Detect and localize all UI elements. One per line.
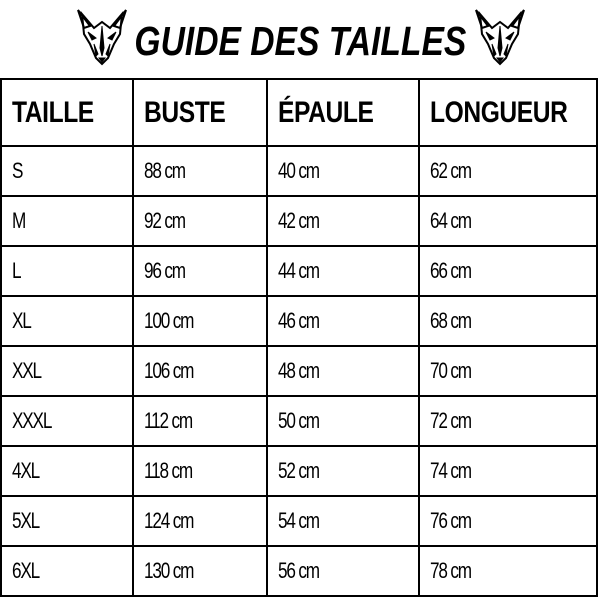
size-cell: 6XL	[1, 546, 133, 596]
size-cell: L	[1, 246, 133, 296]
length-cell: 76 cm	[419, 496, 597, 546]
bust-cell: 96 cm	[133, 246, 267, 296]
column-header-taille: TAILLE	[1, 79, 133, 146]
length-cell: 72 cm	[419, 396, 597, 446]
page-title: GUIDE DES TAILLES	[134, 17, 466, 64]
size-cell: M	[1, 196, 133, 246]
shoulder-cell: 50 cm	[267, 396, 419, 446]
length-cell: 64 cm	[419, 196, 597, 246]
size-cell: S	[1, 146, 133, 196]
length-cell: 70 cm	[419, 346, 597, 396]
shoulder-cell: 48 cm	[267, 346, 419, 396]
wolf-head-icon	[472, 8, 528, 66]
length-cell: 68 cm	[419, 296, 597, 346]
bust-cell: 106 cm	[133, 346, 267, 396]
column-header-longueur: LONGUEUR	[419, 79, 597, 146]
column-header-buste: BUSTE	[133, 79, 267, 146]
shoulder-cell: 46 cm	[267, 296, 419, 346]
length-cell: 62 cm	[419, 146, 597, 196]
length-cell: 66 cm	[419, 246, 597, 296]
length-cell: 78 cm	[419, 546, 597, 596]
size-cell: XXL	[1, 346, 133, 396]
bust-cell: 100 cm	[133, 296, 267, 346]
table-row	[1, 146, 597, 196]
table-row	[1, 296, 597, 346]
bust-cell: 92 cm	[133, 196, 267, 246]
table-row	[1, 446, 597, 496]
shoulder-cell: 40 cm	[267, 146, 419, 196]
shoulder-cell: 42 cm	[267, 196, 419, 246]
shoulder-cell: 44 cm	[267, 246, 419, 296]
table-row	[1, 546, 597, 596]
table-row	[1, 246, 597, 296]
size-cell: XXXL	[1, 396, 133, 446]
bust-cell: 88 cm	[133, 146, 267, 196]
table-row	[1, 396, 597, 446]
bust-cell: 124 cm	[133, 496, 267, 546]
shoulder-cell: 52 cm	[267, 446, 419, 496]
table-row	[1, 196, 597, 246]
header	[0, 0, 600, 80]
bust-cell: 118 cm	[133, 446, 267, 496]
size-cell: XL	[1, 296, 133, 346]
shoulder-cell: 56 cm	[267, 546, 419, 596]
table-header-row	[1, 79, 597, 146]
size-cell: 5XL	[1, 496, 133, 546]
table-row	[1, 346, 597, 396]
wolf-head-icon	[74, 8, 130, 66]
bust-cell: 130 cm	[133, 546, 267, 596]
table-row	[1, 496, 597, 546]
length-cell: 74 cm	[419, 446, 597, 496]
size-table	[0, 78, 598, 597]
size-cell: 4XL	[1, 446, 133, 496]
bust-cell: 112 cm	[133, 396, 267, 446]
column-header-epaule: ÉPAULE	[267, 79, 419, 146]
shoulder-cell: 54 cm	[267, 496, 419, 546]
